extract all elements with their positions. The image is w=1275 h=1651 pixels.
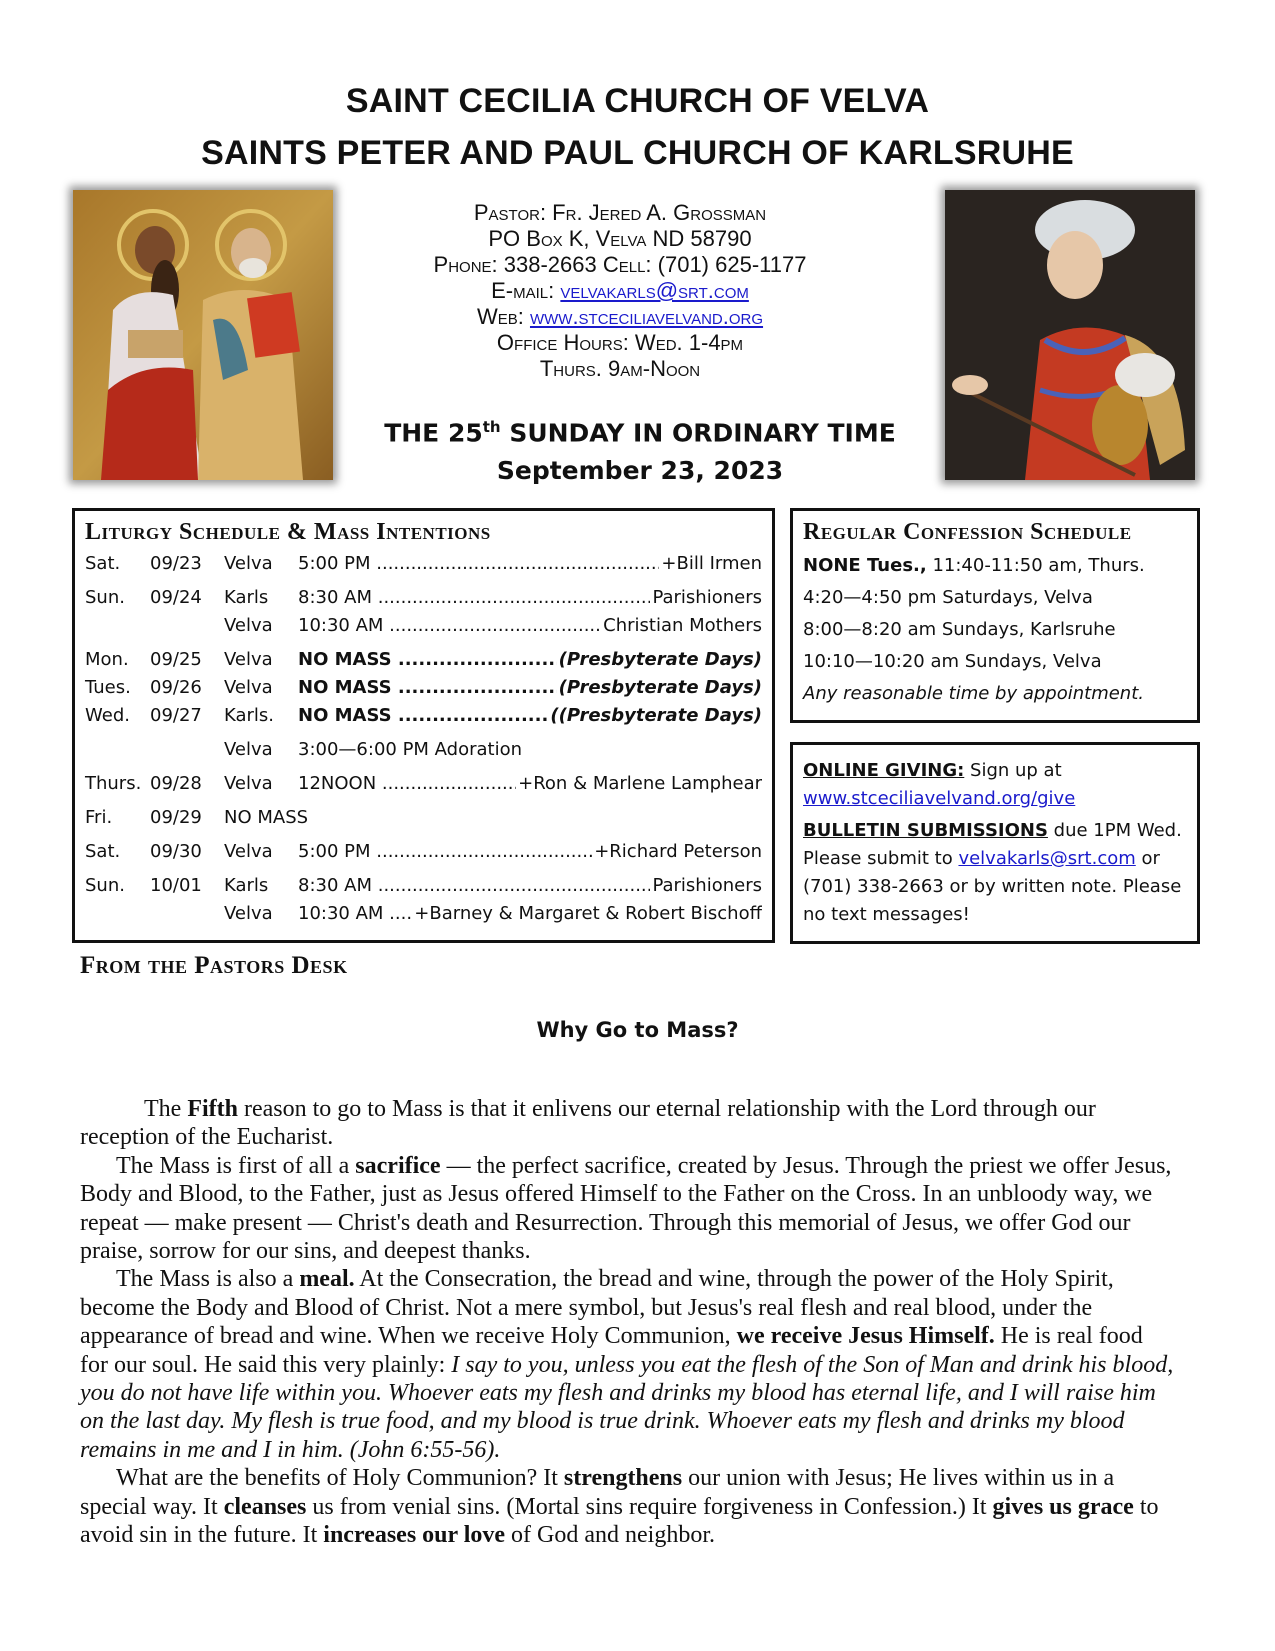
liturgy-time: 10:30 AM ..... — [298, 900, 412, 928]
submit-instructions — [803, 845, 1187, 929]
liturgy-day: Sat. — [85, 841, 121, 862]
liturgy-location: Karls — [224, 587, 269, 608]
article-body — [80, 1095, 1175, 1550]
liturgy-row — [85, 900, 762, 928]
mass-intention: (Presbyterate Days) — [558, 677, 762, 698]
liturgy-day — [85, 736, 150, 764]
article-paragraph — [80, 1095, 1175, 1152]
bulletin-label: BULLETIN SUBMISSIONS — [803, 820, 1048, 841]
liturgy-date: 09/30 — [150, 841, 202, 862]
liturgy-day: Sun. — [85, 875, 125, 896]
liturgy-row — [85, 872, 762, 900]
emphasis-text: meal. — [299, 1266, 355, 1293]
emphasis-text: gives us grace — [992, 1493, 1134, 1520]
mass-intention: Parishioners — [652, 587, 762, 608]
contact-block — [380, 200, 860, 382]
liturgy-detail — [298, 674, 762, 702]
mass-intention: +Ron & Marlene Lamphear — [518, 773, 762, 794]
mass-intention: Parishioners — [652, 875, 762, 896]
liturgy-day: Sat. — [85, 553, 121, 574]
scripture-quote: I say to you, unless you eat the flesh of the Son of Man and drink his blood, you do not have life within you. Whoever eats my flesh and drinks my blood has eternal life, and I will raise him on the last day. My flesh is true food, and my blood is true drink. Whoever eats my flesh and drinks my blood remains in me and I in him. (John 6:55-56). — [80, 1351, 1174, 1463]
liturgy-time: 12NOON ..... — [298, 770, 516, 798]
liturgy-heading: Liturgy Schedule & Mass Intentions — [85, 519, 491, 545]
liturgical-occasion — [360, 408, 920, 490]
liturgy-date: 10/01 — [150, 875, 202, 896]
article-text: He is real food for our soul. He said this very plainly: — [80, 1323, 1143, 1378]
liturgy-date — [150, 736, 224, 764]
liturgy-detail — [298, 872, 762, 900]
page-title-line-1: SAINT CECILIA CHURCH OF VELVA — [345, 82, 930, 120]
page-title-line-2: SAINTS PETER AND PAUL CHURCH OF KARLSRUHE — [201, 134, 1074, 172]
liturgy-location: Velva — [224, 903, 273, 924]
online-giving-text: Sign up at — [964, 760, 1062, 781]
liturgy-date: 09/26 — [150, 677, 202, 698]
liturgy-day — [85, 612, 150, 640]
confession-thursday: 11:40-11:50 am, Thurs. — [926, 555, 1145, 576]
article-text: The Mass is first of all a — [116, 1152, 356, 1179]
occasion-title — [360, 408, 920, 452]
article-text: of God and neighbor. — [505, 1522, 716, 1549]
liturgy-date: 09/23 — [150, 553, 202, 574]
submit-email-link[interactable]: velvakarls@srt.com — [958, 848, 1136, 869]
liturgy-time: 5:00 PM ..... — [298, 550, 659, 578]
confession-line — [803, 550, 1187, 582]
liturgy-location: Velva — [224, 553, 273, 574]
liturgy-time: NO MASS ..... — [298, 674, 557, 702]
online-giving-link-line — [803, 785, 1187, 813]
liturgy-detail — [298, 838, 762, 866]
liturgy-row — [85, 584, 762, 612]
liturgy-row — [85, 770, 762, 798]
liturgy-row — [85, 646, 762, 674]
liturgy-detail — [298, 770, 762, 798]
phone-numbers: Phone: 338-2663 Cell: (701) 625-1177 — [433, 252, 807, 277]
liturgy-location: Velva — [224, 649, 273, 670]
liturgy-detail — [298, 900, 762, 928]
liturgy-date — [150, 612, 224, 640]
liturgy-date: 09/24 — [150, 587, 202, 608]
web-label: Web: — [476, 304, 524, 329]
liturgy-date — [150, 900, 224, 928]
liturgy-location: Velva — [224, 773, 273, 794]
confession-schedule-box — [790, 508, 1200, 723]
confession-heading: Regular Confession Schedule — [803, 519, 1132, 545]
liturgy-row — [85, 804, 762, 832]
giving-submissions-box — [790, 742, 1200, 944]
liturgy-time: NO MASS ..... — [298, 702, 548, 730]
article-text: us from venial sins. (Mortal sins require forgiveness in Confession.) It — [306, 1493, 993, 1520]
online-giving-link[interactable]: www.stceciliavelvand.org/give — [803, 788, 1076, 809]
occasion-prefix: THE 25 — [384, 418, 483, 448]
submit-or: or — [1135, 848, 1160, 869]
liturgy-no-mass: NO MASS — [224, 807, 309, 828]
liturgy-time: 8:30 AM ..... — [298, 872, 650, 900]
saint-cecilia-image — [945, 190, 1195, 480]
liturgy-day: Sun. — [85, 587, 125, 608]
liturgy-row — [85, 674, 762, 702]
mass-intention: +Richard Peterson — [594, 841, 762, 862]
emphasis-text: increases our love — [323, 1522, 506, 1549]
liturgy-day: Thurs. — [85, 773, 142, 794]
article-text: What are the benefits of Holy Communion? It — [116, 1465, 564, 1492]
liturgy-location: Velva — [224, 677, 273, 698]
liturgy-date: 09/27 — [150, 705, 202, 726]
occasion-ordinal: th — [482, 418, 501, 436]
liturgy-detail — [298, 584, 762, 612]
article-paragraph — [80, 1265, 1175, 1464]
liturgy-date: 09/28 — [150, 773, 202, 794]
saints-peter-paul-image — [73, 190, 333, 480]
liturgy-schedule-box — [72, 508, 775, 943]
liturgy-detail — [298, 550, 762, 578]
email-label: E-mail: — [491, 278, 555, 303]
mass-intention: (Presbyterate Days) — [558, 649, 762, 670]
liturgy-rows — [85, 550, 762, 928]
email-link[interactable]: velvakarls@srt.com — [560, 278, 749, 303]
confession-none-label: NONE Tues., — [803, 555, 927, 576]
article-text: our union with Jesus; He lives within us in a special way. It — [80, 1465, 1115, 1520]
emphasis-text: sacrifice — [355, 1152, 441, 1179]
bulletin-submissions — [803, 817, 1187, 845]
office-hours-thursday: Thurs. 9am-Noon — [539, 356, 701, 381]
liturgy-row — [85, 702, 762, 730]
liturgy-day: Wed. — [85, 705, 130, 726]
office-hours: Office Hours: Wed. 1-4pm — [496, 330, 744, 355]
liturgy-detail — [298, 736, 762, 764]
liturgy-day: Tues. — [85, 677, 131, 698]
liturgy-location: Karls. — [224, 705, 275, 726]
web-line — [380, 304, 860, 330]
confession-line: 10:10—10:20 am Sundays, Velva — [803, 651, 1102, 672]
liturgy-time: 8:30 AM ..... — [298, 584, 650, 612]
emphasis-text: cleanses — [223, 1493, 307, 1520]
emphasis-text: Fifth — [187, 1096, 238, 1122]
mass-intention: +Barney & Margaret & Robert Bischoff — [414, 903, 762, 924]
liturgy-date: 09/29 — [150, 807, 202, 828]
liturgy-time: 5:00 PM ..... — [298, 838, 592, 866]
confession-line: 8:00—8:20 am Sundays, Karlsruhe — [803, 619, 1116, 640]
liturgy-location: Velva — [224, 739, 273, 760]
occasion-date: September 23, 2023 — [496, 456, 784, 486]
liturgy-day: Mon. — [85, 649, 129, 670]
article-text: The Mass is also a — [116, 1266, 300, 1293]
pastors-desk-heading: From the Pastors Desk — [80, 952, 348, 979]
liturgy-row — [85, 838, 762, 866]
liturgy-location: Velva — [224, 615, 273, 636]
pastor-name: Pastor: Fr. Jered A. Grossman — [473, 200, 767, 225]
article-text: The — [144, 1096, 188, 1122]
liturgy-time: 3:00—6:00 PM Adoration — [298, 739, 523, 760]
confession-appointment: Any reasonable time by appointment. — [803, 683, 1144, 704]
mass-intention: +Bill Irmen — [661, 553, 762, 574]
liturgy-row — [85, 550, 762, 578]
liturgy-location: Karls — [224, 875, 269, 896]
submit-text: Please submit to — [803, 848, 959, 869]
bulletin-deadline: due 1PM Wed. — [1047, 820, 1182, 841]
liturgy-location: Velva — [224, 841, 273, 862]
liturgy-time: NO MASS ..... — [298, 646, 557, 674]
confession-line: 4:20—4:50 pm Saturdays, Velva — [803, 587, 1093, 608]
article-text: reason to go to Mass is that it enlivens our eternal relationship with the Lord through our reception of the Eucharist. — [80, 1096, 1096, 1151]
website-link[interactable]: www.stceciliavelvand.org — [529, 304, 764, 329]
article-text: At the Consecration, the bread and wine, through the power of the Holy Spirit, become the Body and Blood of Christ. Not a mere symbol, but Jesus's real flesh and real blood, under the appearance of bread and wine. When we receive Holy Communion, — [80, 1266, 1114, 1350]
article-title: Why Go to Mass? — [536, 1018, 739, 1042]
email-line — [380, 278, 860, 304]
article-paragraph — [80, 1464, 1175, 1549]
article-text: to avoid sin in the future. It — [80, 1493, 1159, 1549]
mass-intention: ((Presbyterate Days) — [550, 705, 762, 726]
liturgy-day — [85, 900, 150, 928]
online-giving-label: ONLINE GIVING: — [803, 760, 965, 781]
article-paragraph — [80, 1152, 1175, 1266]
liturgy-detail — [298, 612, 762, 640]
liturgy-detail — [298, 646, 762, 674]
liturgy-row — [85, 736, 762, 764]
liturgy-day: Fri. — [85, 807, 113, 828]
emphasis-text: we receive Jesus Himself. — [736, 1323, 995, 1350]
article-text: — the perfect sacrifice, created by Jesus. Through the priest we offer Jesus, Body and Blood, to the Father, just as Jesus offered Himself to the Father on the Cross. In an unbloody way, we repeat — make present — Christ's death and Resurrection. Through this memorial of Jesus, we offer God our praise, sorrow for our sins, and deepest thanks. — [80, 1152, 1172, 1265]
mass-intention: Christian Mothers — [603, 615, 762, 636]
occasion-suffix: SUNDAY IN ORDINARY TIME — [500, 418, 896, 448]
submit-rest: (701) 338-2663 or by written note. Please no text messages! — [803, 876, 1182, 925]
online-giving — [803, 757, 1187, 785]
liturgy-detail — [298, 702, 762, 730]
emphasis-text: strengthens — [563, 1465, 683, 1492]
liturgy-time: 10:30 AM ..... — [298, 612, 601, 640]
liturgy-row — [85, 612, 762, 640]
mailing-address: PO Box K, Velva ND 58790 — [488, 226, 752, 251]
liturgy-date: 09/25 — [150, 649, 202, 670]
